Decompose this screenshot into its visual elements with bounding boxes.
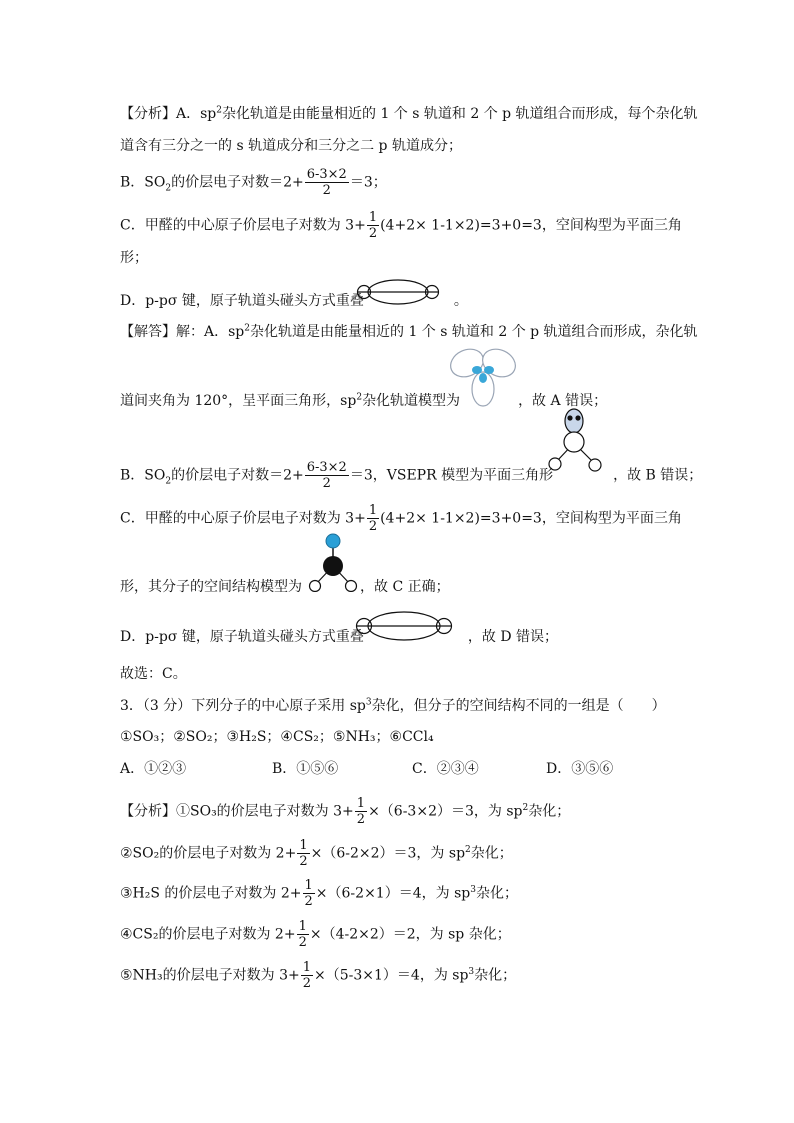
- analysis3-line1: 【分析】①SO₃的价层电子对数为 3+ $\frac{1}{2}$ ×（6-3×2）＝3，为 $sp^2$杂化；: [120, 796, 571, 827]
- solution-c-line2: 形，其分子的空间结构模型为 ，故 C 正确；: [120, 579, 450, 595]
- option-c: C．②③④: [412, 761, 479, 777]
- option-a: A．①②③: [120, 761, 187, 777]
- question-3-stem: 3．（3 分）下列分子的中心原子采用 $sp^3$杂化，但分子的空间结构不同的一组是（ ）: [120, 697, 666, 714]
- analysis3-line3: ③H₂S 的价层电子对数为 2+ $\frac{1}{2}$ ×（6-2×1）＝4，为 $sp^3$杂化；: [120, 878, 518, 909]
- analysis-d-line: D．p-pσ 键，原子轨道头碰头方式重叠 。: [120, 293, 468, 309]
- option-b: B．①⑤⑥: [272, 761, 339, 777]
- fraction: $\frac{1}{2}$: [299, 838, 308, 869]
- fraction: $\frac{6-3\times 2}{2}$: [306, 167, 347, 198]
- question-3-items: ①SO₃；②SO₂；③H₂S；④CS₂；⑤NH₃；⑥CCl₄: [120, 729, 434, 745]
- fraction: $\frac{6-3\times 2}{2}$: [306, 460, 347, 491]
- fraction: $\frac{1}{2}$: [298, 919, 307, 950]
- fraction: $\frac{1}{2}$: [368, 503, 378, 534]
- p-p-sigma-bond-figure: [352, 277, 444, 307]
- question-3-options: [120, 760, 613, 778]
- option-d: D．③⑤⑥: [546, 761, 614, 777]
- analysis-a-line1: 【分析】A．$sp^2$杂化轨道是由能量相近的 1 个 s 轨道和 2 个 p 轨道组合而形成，每个杂化轨: [120, 105, 698, 122]
- solution-c-line1: C．甲醛的中心原子价层电子对数为 3+ $\frac{1}{2}$ (4+2× 1-1×2)=3+0=3，空间构型为平面三角: [120, 503, 682, 534]
- solution-a-line2: 道间夹角为 120°，呈平面三角形，$sp^2$杂化轨道模型为 ，故 A 错误；: [120, 392, 608, 409]
- analysis-c-line1: C．甲醛的中心原子价层电子对数为 3+ $\frac{1}{2}$ (4+2× 1-1×2)=3+0=3，空间构型为平面三角: [120, 210, 682, 241]
- solution-b-line: B．$SO_2$的价层电子对数＝2+ $\frac{6-3\times 2}{2}$ ＝3，VSEPR 模型为平面三角形 ，故 B 错误；: [120, 460, 703, 491]
- analysis-c-line2: 形；: [120, 250, 148, 266]
- analysis3-line2: ②SO₂的价层电子对数为 2+ $\frac{1}{2}$ ×（6-2×2）＝3，为 $sp^2$杂化；: [120, 838, 513, 869]
- solution-a-line1: 【解答】解：A．$sp^2$杂化轨道是由能量相近的 1 个 s 轨道和 2 个 p 轨道组合而形成，杂化轨: [120, 323, 698, 340]
- analysis3-line5: ⑤NH₃的价层电子对数为 3+ $\frac{1}{2}$ ×（5-3×1）＝4，为 $sp^3$杂化；: [120, 960, 517, 991]
- p-p-sigma-bond-figure: [352, 609, 456, 643]
- fraction: $\frac{1}{2}$: [368, 210, 378, 241]
- solution-d-line: D．p-pσ 键，原子轨道头碰头方式重叠 ，故 D 错误；: [120, 629, 559, 645]
- fraction: $\frac{1}{2}$: [302, 960, 311, 991]
- analysis3-line4: ④CS₂的价层电子对数为 2+ $\frac{1}{2}$ ×（4-2×2）＝2，为 sp 杂化；: [120, 919, 511, 950]
- analysis-b-line: B．$SO_2$的价层电子对数＝2+ $\frac{6-3\times 2}{2}$ ＝3；: [120, 167, 387, 198]
- fraction: $\frac{1}{2}$: [304, 878, 313, 909]
- solution-choose: 故选：C。: [120, 666, 187, 682]
- fraction: $\frac{1}{2}$: [356, 796, 366, 827]
- analysis-a-line2: 道含有三分之一的 s 轨道成分和三分之二 p 轨道成分；: [120, 138, 462, 154]
